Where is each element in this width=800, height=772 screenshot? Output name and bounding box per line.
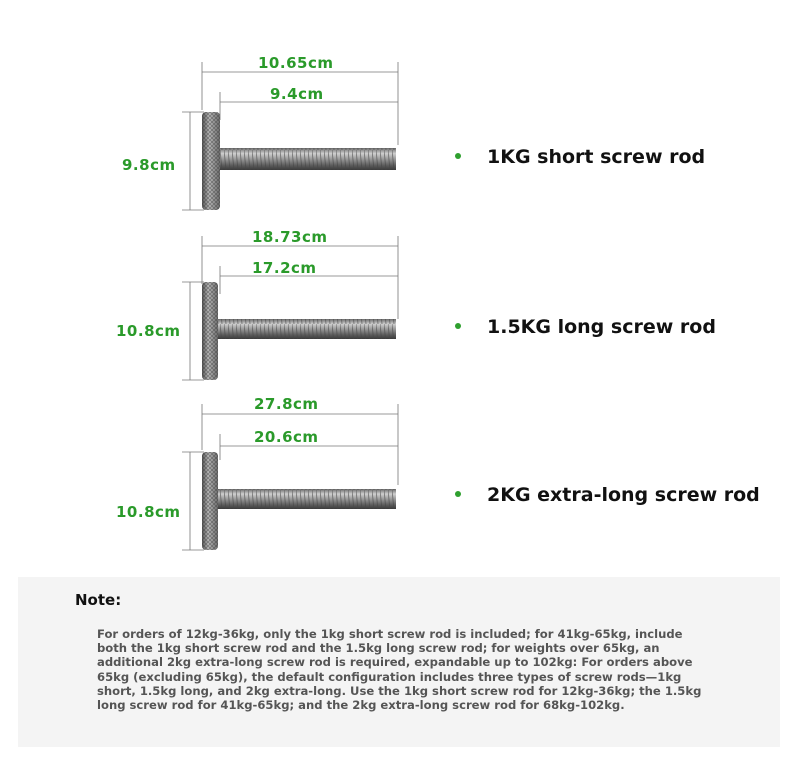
head-diameter: 9.8cm [122, 156, 176, 174]
rod-1-5kg [0, 224, 800, 394]
bullet-icon [455, 323, 461, 329]
thread-length: 20.6cm [254, 428, 319, 446]
thread-length: 9.4cm [270, 85, 324, 103]
total-length: 27.8cm [254, 395, 319, 413]
bullet-icon [455, 153, 461, 159]
rod-1kg [0, 50, 800, 220]
head-diameter: 10.8cm [116, 322, 181, 340]
note-text: For orders of 12kg-36kg, only the 1kg short screw rod is included; for 41kg-65kg, include both the 1kg short screw rod and the 1.5kg long screw rod; for weights over 65kg, an additional 2kg extra-long screw rod is required, expandable up to 102kg: For orders above 65kg (excluding 65kg), the default configuration includes three types of screw rods—1kg short, 1.5kg long, and 2kg extra-long. Use the 1kg short screw rod for 12kg-36kg; the 1.5kg long screw rod for 41kg-65kg; and the 2kg extra-long screw rod for 68kg-102kg. [97, 627, 702, 713]
note-title: Note: [75, 591, 122, 609]
rod-label-text: 1KG short screw rod [487, 146, 706, 168]
rod-label [455, 146, 705, 168]
rod-1-5kg-drawing [0, 224, 800, 394]
rod-label-text: 1.5KG long screw rod [487, 316, 716, 338]
rod-label-text: 2KG extra-long screw rod [487, 484, 760, 506]
total-length: 10.65cm [258, 54, 334, 72]
rod-2kg [0, 390, 800, 565]
rod-1kg-drawing [0, 50, 800, 220]
rod-2kg-drawing [0, 390, 800, 565]
note-panel [18, 577, 780, 747]
head-diameter: 10.8cm [116, 503, 181, 521]
bullet-icon [455, 491, 461, 497]
total-length: 18.73cm [252, 228, 328, 246]
rod-label [455, 316, 716, 338]
thread-length: 17.2cm [252, 259, 317, 277]
rod-label [455, 484, 760, 506]
